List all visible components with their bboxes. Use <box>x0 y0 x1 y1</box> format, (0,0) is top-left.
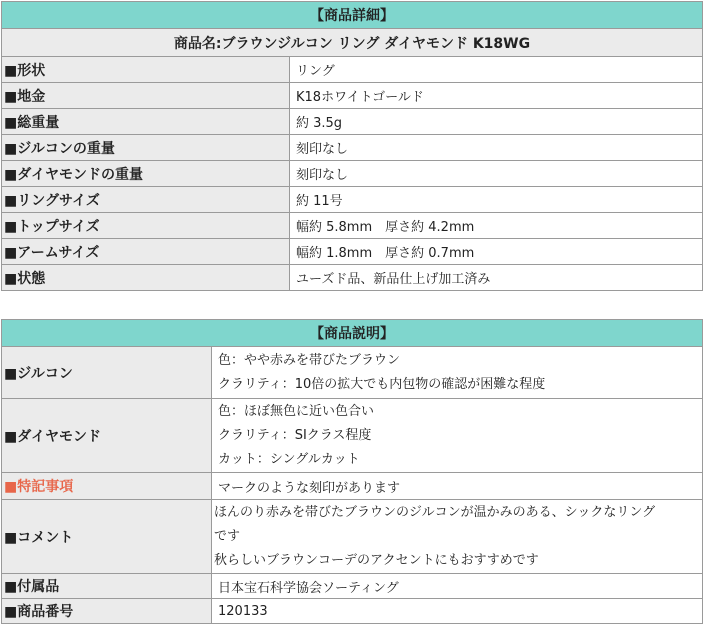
zircon-label: ■ジルコン <box>2 347 212 399</box>
table-row <box>2 83 703 109</box>
row-label: ■トップサイズ <box>2 213 290 239</box>
table-row <box>2 473 703 500</box>
details-header: 【商品詳細】 <box>2 2 703 29</box>
row-label: ■リングサイズ <box>2 187 290 213</box>
row-label: ■アームサイズ <box>2 239 290 265</box>
row-label: ■ジルコンの重量 <box>2 135 290 161</box>
diamond-cut: カット：シングルカット <box>218 451 360 467</box>
row-value: 幅約 5.8mm 厚さ約 4.2mm <box>290 213 703 239</box>
row-label: ■地金 <box>2 83 290 109</box>
special-notes-value: マークのような刻印があります <box>212 473 703 500</box>
row-label: ■ダイヤモンドの重量 <box>2 161 290 187</box>
table-row <box>2 239 703 265</box>
zircon-value <box>212 347 703 399</box>
row-value: 約 3.5g <box>290 109 703 135</box>
special-notes-label: ■特記事項 <box>2 473 212 500</box>
row-value: リング <box>290 57 703 83</box>
diamond-clarity: クラリティ：SIクラス程度 <box>218 427 372 443</box>
row-value: 約 11号 <box>290 187 703 213</box>
table-row <box>2 265 703 291</box>
table-row <box>2 161 703 187</box>
row-value: 幅約 1.8mm 厚さ約 0.7mm <box>290 239 703 265</box>
product-description-table <box>1 319 703 624</box>
row-value: K18ホワイトゴールド <box>290 83 703 109</box>
row-value: 刻印なし <box>290 161 703 187</box>
description-header: 【商品説明】 <box>2 320 703 347</box>
product-name: 商品名:ブラウンジルコン リング ダイヤモンド K18WG <box>2 29 703 57</box>
row-label: ■状態 <box>2 265 290 291</box>
table-row <box>2 213 703 239</box>
zircon-clarity: クラリティ：10倍の拡大でも内包物の確認が困難な程度 <box>218 376 546 392</box>
diamond-color: 色：ほぼ無色に近い色合い <box>218 403 375 419</box>
table-row <box>2 57 703 83</box>
table-row <box>2 347 703 399</box>
product-number-label: ■商品番号 <box>2 599 212 624</box>
row-label: ■形状 <box>2 57 290 83</box>
table-row <box>2 574 703 599</box>
accessories-value: 日本宝石科学協会ソーティング <box>212 574 703 599</box>
comment-value <box>212 500 703 574</box>
comment-label: ■コメント <box>2 500 212 574</box>
table-row <box>2 399 703 473</box>
comment-line: ほんのり赤みを帯びたブラウンのジルコンが温かみのある、シックなリング <box>214 504 656 520</box>
product-details-table <box>1 1 703 291</box>
table-row <box>2 135 703 161</box>
comment-line: 秋らしいブラウンコーデのアクセントにもおすすめです <box>214 552 539 568</box>
row-label: ■総重量 <box>2 109 290 135</box>
row-value: ユーズド品、新品仕上げ加工済み <box>290 265 703 291</box>
row-value: 刻印なし <box>290 135 703 161</box>
product-number-value: 120133 <box>212 599 703 624</box>
table-row <box>2 599 703 624</box>
diamond-label: ■ダイヤモンド <box>2 399 212 473</box>
table-row <box>2 500 703 574</box>
table-row <box>2 109 703 135</box>
comment-line: です <box>214 528 241 544</box>
zircon-color: 色：やや赤みを帯びたブラウン <box>218 352 401 368</box>
diamond-value <box>212 399 703 473</box>
table-row <box>2 187 703 213</box>
accessories-label: ■付属品 <box>2 574 212 599</box>
